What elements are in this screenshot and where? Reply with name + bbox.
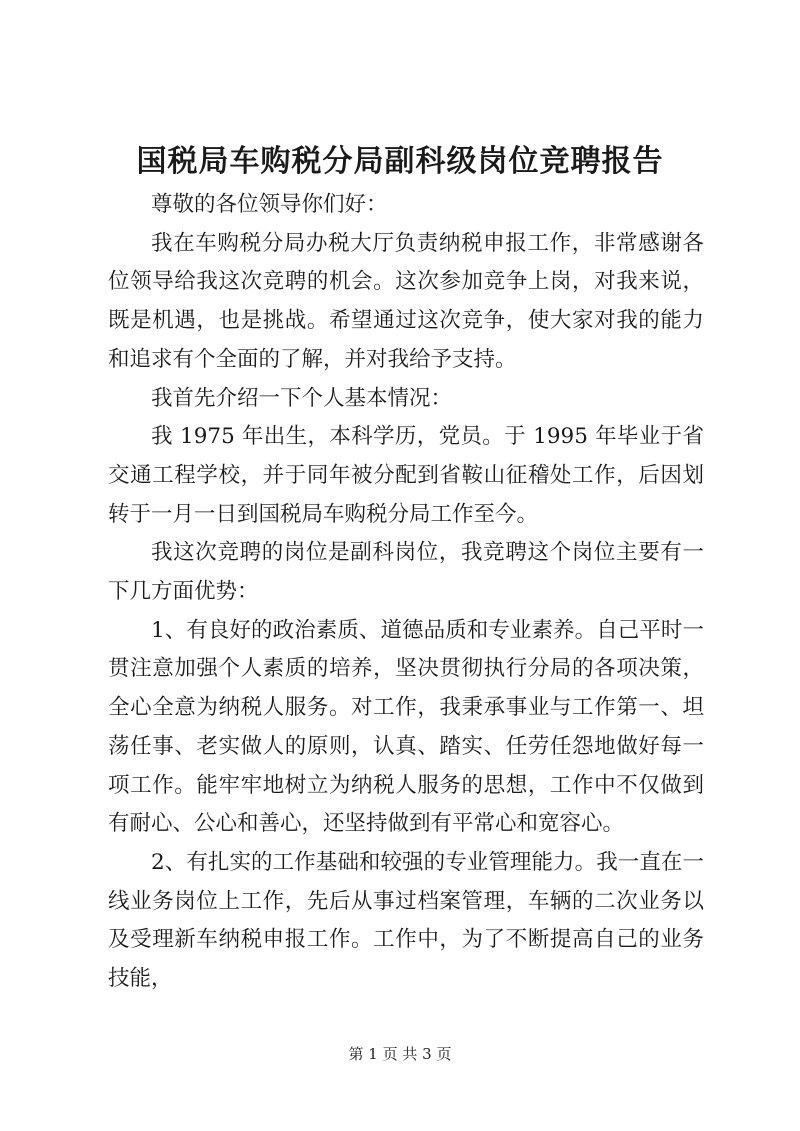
body-paragraph: 我在车购税分局办税大厅负责纳税申报工作，非常感谢各位领导给我这次竞聘的机会。这次参加竞争上岗，对我来说，既是机遇，也是挑战。希望通过这次竞争，使大家对我的能力和追求有个全面的了解，并对我给予支持。 bbox=[108, 230, 704, 372]
document-title: 国税局车购税分局副科级岗位竞聘报告 bbox=[136, 144, 664, 179]
salutation-paragraph: 尊敬的各位领导你们好： bbox=[151, 192, 388, 217]
body-paragraph: 我 1975 年出生，本科学历，党员。于 1995 年毕业于省交通工程学校，并于同年被分配到省鞍山征稽处工作，后因划转于一月一日到国税局车购税分局工作至今。 bbox=[108, 424, 704, 527]
document-body bbox=[108, 186, 704, 999]
body-paragraph: 1、有良好的政治素质、道德品质和专业素养。自己平时一贯注意加强个人素质的培养，坚决贯彻执行分局的各项决策，全心全意为纳税人服务。对工作，我秉承事业与工作第一、坦荡任事、老实做人的原则，认真、踏实、任劳任怨地做好每一项工作。能牢牢地树立为纳税人服务的思想，工作中不仅做到有耐心、公心和善心，还坚持做到有平常心和宽容心。 bbox=[108, 617, 704, 837]
page-number-footer: 第 1 页 共 3 页 bbox=[348, 1045, 452, 1063]
body-paragraph: 我首先介绍一下个人基本情况： bbox=[151, 385, 453, 411]
body-paragraph: 我这次竞聘的岗位是副科岗位，我竞聘这个岗位主要有一下几方面优势： bbox=[108, 540, 704, 605]
body-paragraph: 2、有扎实的工作基础和较强的专业管理能力。我一直在一线业务岗位上工作，先后从事过档案管理，车辆的二次业务以及受理新车纳税申报工作。工作中，为了不断提高自己的业务技能， bbox=[108, 849, 704, 992]
